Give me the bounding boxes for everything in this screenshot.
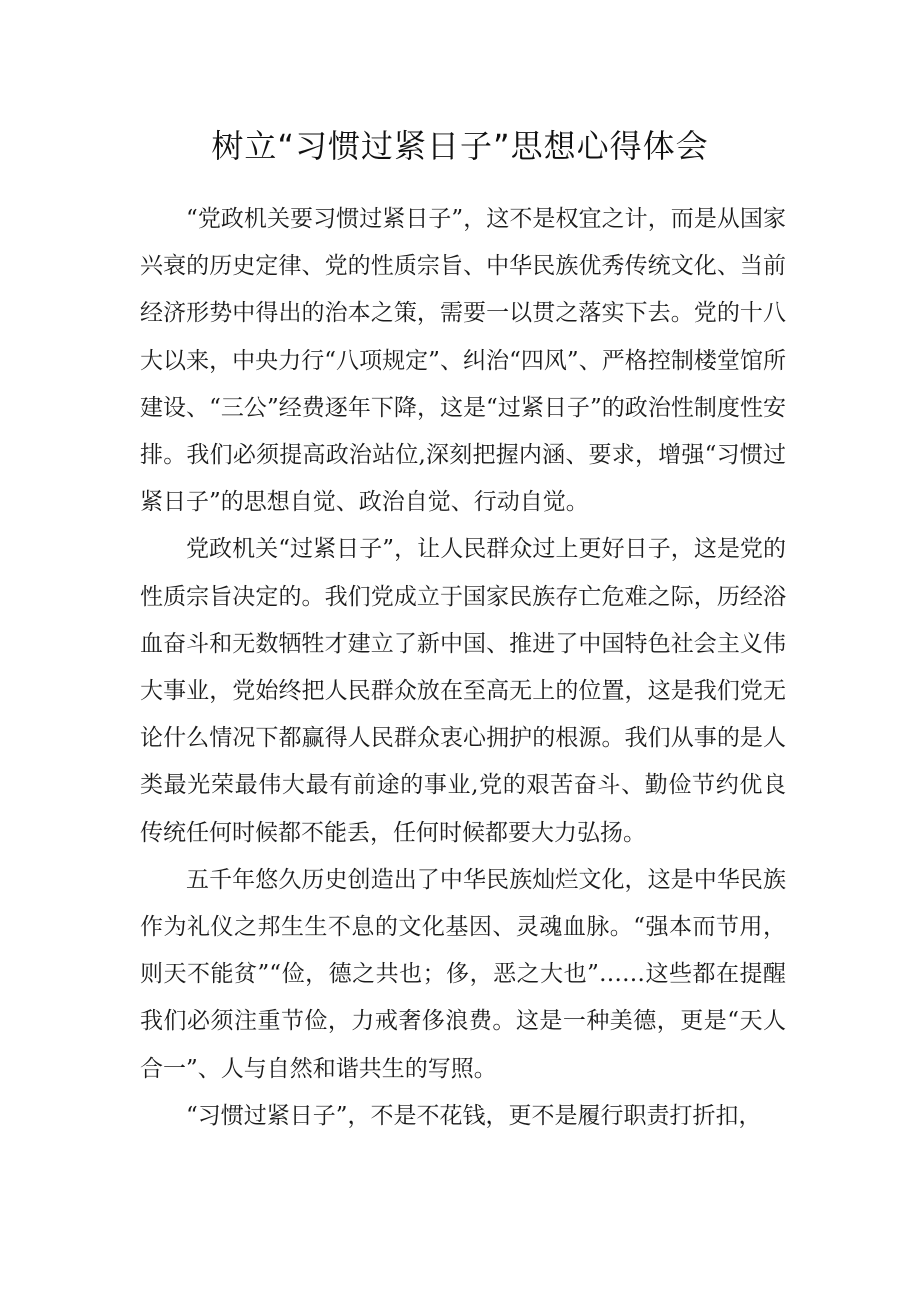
document-body xyxy=(140,196,786,1140)
paragraph-4: “习惯过紧日子”，不是不花钱，更不是履行职责打折扣， xyxy=(186,1102,762,1129)
document-title: 树立“习惯过紧日子”思想心得体会 xyxy=(211,127,709,165)
paragraph-3: 五千年悠久历史创造出了中华民族灿烂文化，这是中华民族作为礼仪之邦生生不息的文化基因、灵魂血脉。“强本而节用，则天不能贫”“俭，德之共也；侈，恶之大也”……这些都在提醒我们必须注重节俭，力戒奢侈浪费。这是一种美德，更是“天人合一”、人与自然和谐共生的写照。 xyxy=(140,866,786,1082)
paragraph-1: “党政机关要习惯过紧日子”，这不是权宜之计，而是从国家兴衰的历史定律、党的性质宗旨、中华民族优秀传统文化、当前经济形势中得出的治本之策，需要一以贯之落实下去。党的十八大以来，中央力行“八项规定”、纠治“四风”、严格控制楼堂馆所建设、“三公”经费逐年下降，这是“过紧日子”的政治性制度性安排。我们必须提高政治站位,深刻把握内涵、要求，增强“习惯过紧日子”的思想自觉、政治自觉、行动自觉。 xyxy=(140,206,786,516)
paragraph-2: 党政机关“过紧日子”，让人民群众过上更好日子，这是党的性质宗旨决定的。我们党成立于国家民族存亡危难之际，历经浴血奋斗和无数牺牲才建立了新中国、推进了中国特色社会主义伟大事业，党始终把人民群众放在至高无上的位置，这是我们党无论什么情况下都赢得人民群众衷心拥护的根源。我们从事的是人类最光荣最伟大最有前途的事业,党的艰苦奋斗、勤俭节约优良传统任何时候都不能丢，任何时候都要大力弘扬。 xyxy=(140,536,786,846)
